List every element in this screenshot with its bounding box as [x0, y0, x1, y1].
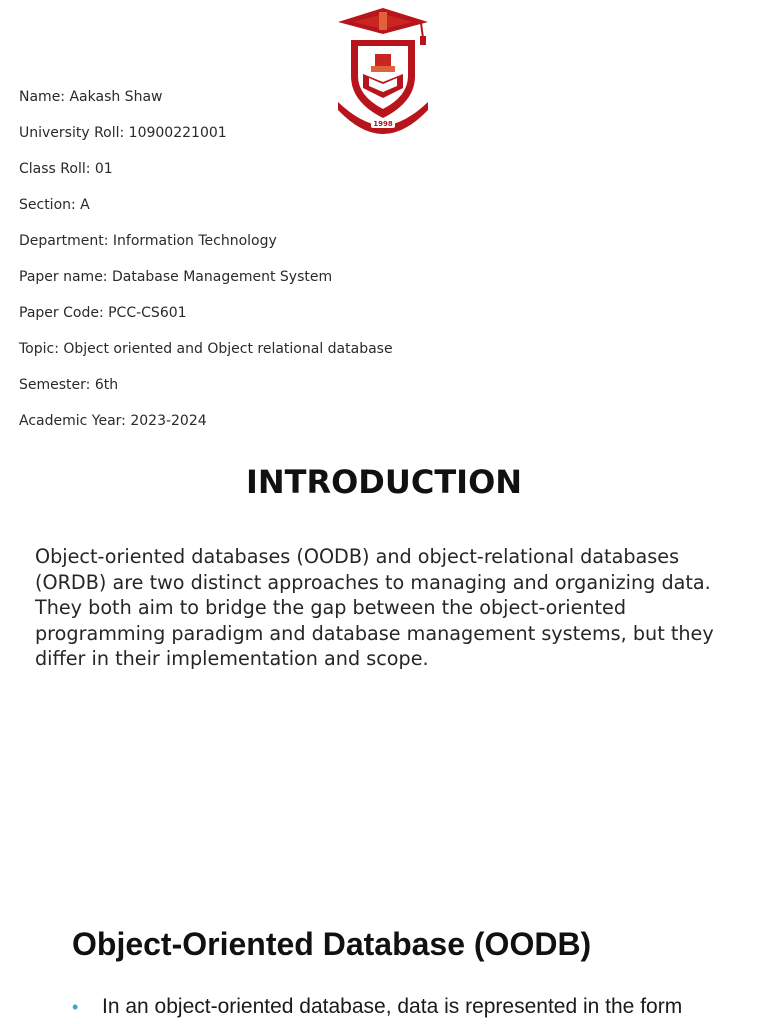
semester: Semester: 6th — [19, 377, 119, 393]
introduction-heading: INTRODUCTION — [245, 463, 523, 501]
oodb-bullet-list — [72, 992, 682, 1022]
paper-code: Paper Code: PCC-CS601 — [19, 305, 187, 321]
introduction-paragraph: Object-oriented databases (OODB) and object-relational databases (ORDB) are two distinct approaches to managing and organizing data. They both aim to bridge the gap between the object-oriented programming paradigm and database management systems, but they differ in their implementation and scope. — [35, 545, 714, 671]
department: Department: Information Technology — [19, 233, 277, 249]
university-roll: University Roll: 10900221001 — [19, 125, 227, 141]
student-name: Name: Aakash Shaw — [19, 89, 163, 105]
paper-name: Paper name: Database Management System — [19, 269, 333, 285]
list-item — [72, 992, 682, 1022]
section: Section: A — [19, 197, 90, 213]
student-info-list — [19, 88, 393, 448]
class-roll: Class Roll: 01 — [19, 161, 113, 177]
oodb-heading: Object-Oriented Database (OODB) — [72, 926, 592, 962]
bullet-icon: • — [72, 997, 79, 1017]
bullet-text: In an object-oriented database, data is represented in the form — [102, 995, 683, 1018]
topic: Topic: Object oriented and Object relational database — [19, 341, 393, 357]
academic-year: Academic Year: 2023-2024 — [19, 413, 207, 429]
crest-year: 1998 — [373, 120, 393, 128]
